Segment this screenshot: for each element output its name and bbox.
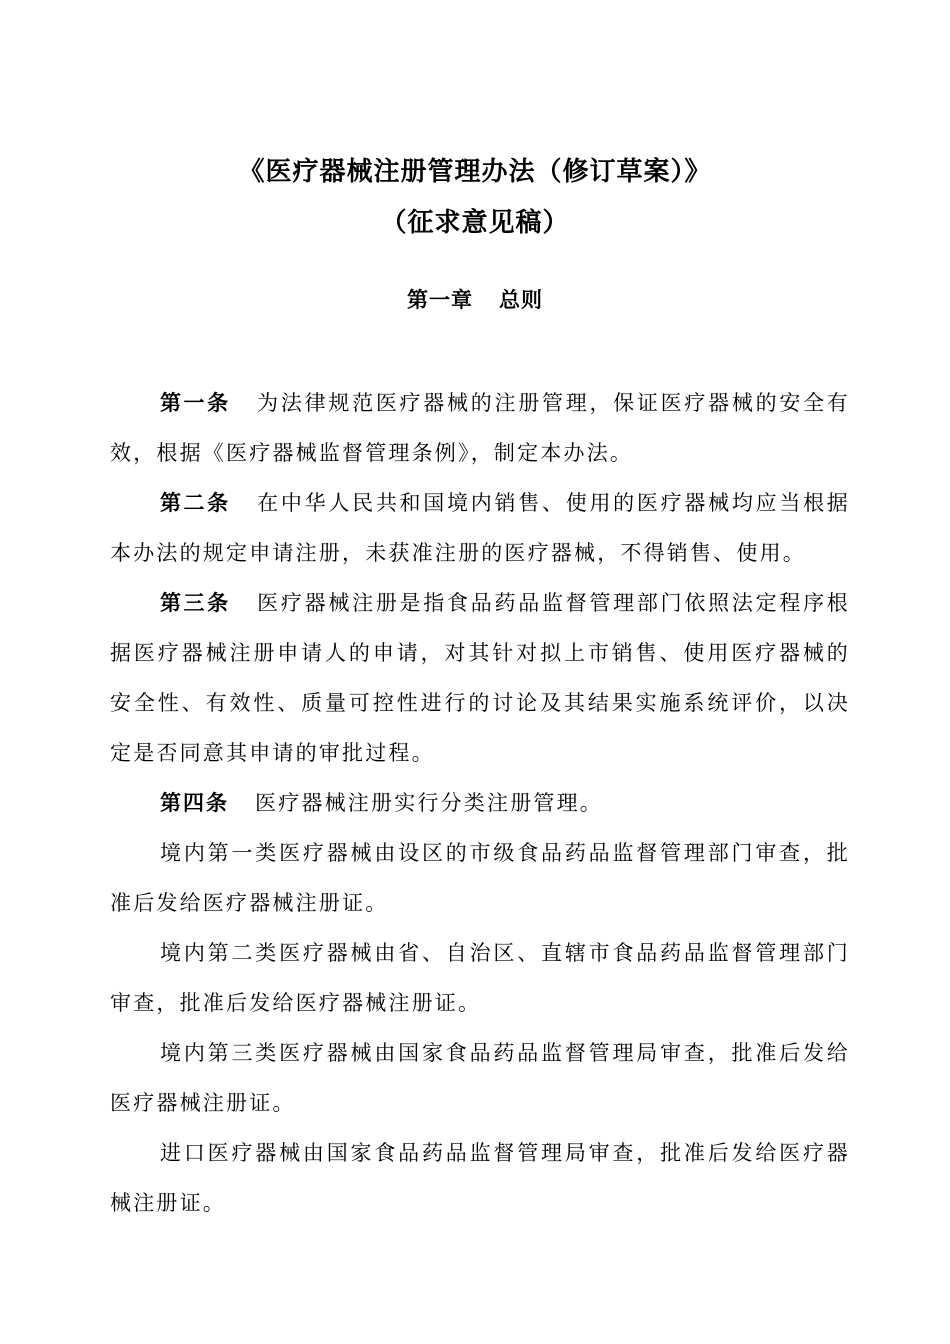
body-paragraph: 境内第三类医疗器械由国家食品药品监督管理局审查，批准后发给医疗器械注册证。 [110, 1041, 850, 1115]
body-paragraph: 境内第二类医疗器械由省、自治区、直辖市食品药品监督管理部门审查，批准后发给医疗器械注册证。 [110, 941, 850, 1015]
chapter-number: 第一章 [407, 288, 473, 312]
article-label: 第四条 [160, 791, 229, 815]
chapter-title: 总则 [499, 288, 543, 312]
article-text: 医疗器械注册是指食品药品监督管理部门依照法定程序根据医疗器械注册申请人的申请，对其针对拟上市销售、使用医疗器械的安全性、有效性、质量可控性进行的讨论及其结果实施系统评价，以决定是否同意其申请的审批过程。 [110, 591, 850, 765]
article-label: 第一条 [160, 391, 231, 415]
article-paragraph [110, 778, 850, 828]
body-paragraph: 进口医疗器械由国家食品药品监督管理局审查，批准后发给医疗器械注册证。 [110, 1141, 850, 1215]
article-paragraph [110, 578, 850, 778]
chapter-heading [0, 284, 950, 314]
article-label: 第二条 [160, 491, 231, 515]
document-title: 《医疗器械注册管理办法（修订草案）》 [238, 157, 712, 187]
article-text: 医疗器械注册实行分类注册管理。 [255, 791, 603, 815]
article-paragraph [110, 378, 850, 478]
article-text: 在中华人民共和国境内销售、使用的医疗器械均应当根据本办法的规定申请注册，未获准注册的医疗器械，不得销售、使用。 [110, 491, 850, 565]
body-paragraph: 境内第一类医疗器械由设区的市级食品药品监督管理部门审查，批准后发给医疗器械注册证。 [110, 841, 850, 915]
document-body [110, 378, 850, 1228]
article-label: 第三条 [160, 591, 231, 615]
article-paragraph [110, 478, 850, 578]
document-subtitle: （征求意见稿） [380, 208, 570, 238]
article-text: 为法律规范医疗器械的注册管理，保证医疗器械的安全有效，根据《医疗器械监督管理条例》，制定本办法。 [110, 391, 850, 465]
